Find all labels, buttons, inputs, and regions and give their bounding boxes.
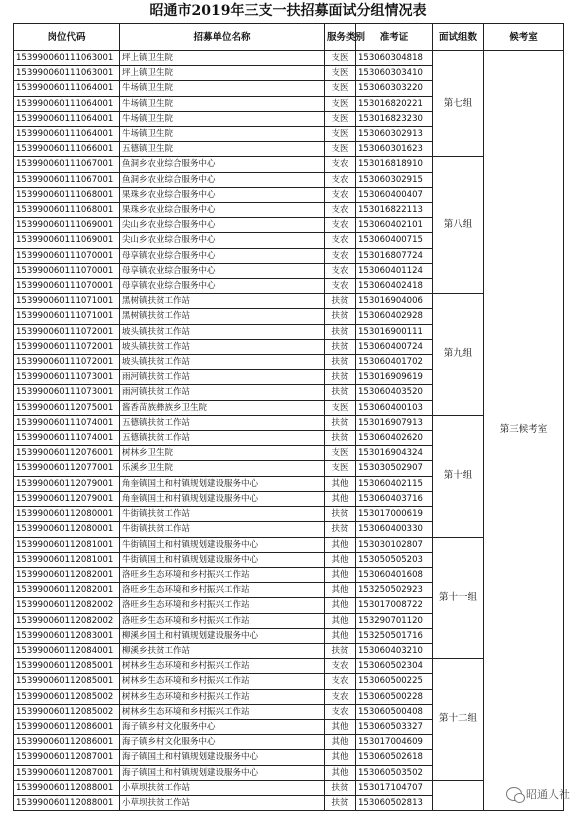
cell-ticket: 153060303220 <box>356 81 433 96</box>
cell-type: 扶贫 <box>325 507 356 522</box>
cell-ticket: 153060402928 <box>356 309 433 324</box>
cell-unit: 海子镇乡村文化服务中心 <box>120 735 325 750</box>
cell-unit: 树林乡生态环境和乡村振兴工作站 <box>120 689 325 704</box>
cell-type: 支医 <box>325 51 356 66</box>
cell-ticket: 153060400407 <box>356 187 433 202</box>
header-code: 岗位代码 <box>14 24 120 51</box>
cell-unit: 五德镇扶贫工作站 <box>120 415 325 430</box>
cell-unit: 柳溪乡国土和村镇规划建设服务中心 <box>120 628 325 643</box>
cell-code: 153990060112085002 <box>14 704 120 719</box>
cell-unit: 尖山乡农业综合服务中心 <box>120 218 325 233</box>
cell-ticket: 153017004609 <box>356 735 433 750</box>
cell-unit: 牛街镇国土和村镇规划建设服务中心 <box>120 552 325 567</box>
cell-type: 扶贫 <box>325 780 356 795</box>
cell-group: 第八组 <box>433 157 484 294</box>
page-title: 昭通市2019年三支一扶招募面试分组情况表 <box>149 3 427 19</box>
table-row <box>14 51 564 66</box>
cell-ticket: 153060400724 <box>356 339 433 354</box>
table-row <box>14 537 564 552</box>
cell-code: 153990060111063001 <box>14 66 120 81</box>
cell-group <box>433 780 484 810</box>
cell-type: 其他 <box>325 719 356 734</box>
cell-ticket: 153060500408 <box>356 704 433 719</box>
cell-code: 153990060111070001 <box>14 248 120 263</box>
cell-unit: 酱香苗族彝族乡卫生院 <box>120 400 325 415</box>
header-unit: 招募单位名称 <box>120 24 325 51</box>
cell-type: 支农 <box>325 233 356 248</box>
cell-code: 153990060112085002 <box>14 689 120 704</box>
cell-ticket: 153060400330 <box>356 522 433 537</box>
interview-group-table <box>13 23 564 811</box>
cell-ticket: 153060301623 <box>356 142 433 157</box>
cell-type: 其他 <box>325 765 356 780</box>
header-room: 候考室 <box>484 24 564 51</box>
cell-ticket: 153060402101 <box>356 218 433 233</box>
cell-ticket: 153060402418 <box>356 279 433 294</box>
cell-code: 153990060112086001 <box>14 735 120 750</box>
table-header-row <box>14 24 564 51</box>
cell-unit: 坡头镇扶贫工作站 <box>120 355 325 370</box>
cell-room: 第三候考室 <box>484 51 564 811</box>
cell-type: 支医 <box>325 400 356 415</box>
cell-type: 支农 <box>325 263 356 278</box>
cell-type: 支农 <box>325 704 356 719</box>
cell-group: 第九组 <box>433 294 484 416</box>
cell-unit: 坪上镇卫生院 <box>120 51 325 66</box>
cell-type: 支农 <box>325 674 356 689</box>
cell-ticket: 153060302915 <box>356 172 433 187</box>
cell-code: 153990060111073001 <box>14 370 120 385</box>
cell-type: 其他 <box>325 583 356 598</box>
cell-type: 其他 <box>325 476 356 491</box>
cell-ticket: 153017104707 <box>356 780 433 795</box>
cell-type: 其他 <box>325 613 356 628</box>
cell-code: 153990060112087001 <box>14 750 120 765</box>
cell-code: 153990060111071001 <box>14 294 120 309</box>
cell-group: 第七组 <box>433 51 484 157</box>
cell-code: 153990060111074001 <box>14 431 120 446</box>
cell-code: 153990060112082002 <box>14 598 120 613</box>
cell-unit: 尖山乡农业综合服务中心 <box>120 233 325 248</box>
cell-unit: 海子镇国土和村镇规划建设服务中心 <box>120 750 325 765</box>
cell-ticket: 153060401608 <box>356 567 433 582</box>
cell-code: 153990060111069001 <box>14 233 120 248</box>
cell-ticket: 153016820221 <box>356 96 433 111</box>
cell-ticket: 153016904324 <box>356 446 433 461</box>
cell-unit: 五德镇扶贫工作站 <box>120 431 325 446</box>
cell-unit: 洛旺乡生态环境和乡村振兴工作站 <box>120 598 325 613</box>
cell-type: 支农 <box>325 172 356 187</box>
cell-type: 支医 <box>325 461 356 476</box>
cell-ticket: 153250502923 <box>356 583 433 598</box>
cell-code: 153990060112079001 <box>14 491 120 506</box>
cell-unit: 牛场镇卫生院 <box>120 127 325 142</box>
cell-unit: 树林乡生态环境和乡村振兴工作站 <box>120 659 325 674</box>
cell-type: 支医 <box>325 111 356 126</box>
cell-type: 其他 <box>325 491 356 506</box>
cell-code: 153990060112088001 <box>14 795 120 810</box>
cell-ticket: 153016904006 <box>356 294 433 309</box>
cell-code: 153990060111067001 <box>14 157 120 172</box>
cell-code: 153990060111064001 <box>14 127 120 142</box>
cell-unit: 海子镇乡村文化服务中心 <box>120 719 325 734</box>
cell-ticket: 153060400103 <box>356 400 433 415</box>
cell-ticket: 153016818910 <box>356 157 433 172</box>
cell-code: 153990060111068001 <box>14 187 120 202</box>
cell-ticket: 153060503327 <box>356 719 433 734</box>
cell-type: 支医 <box>325 142 356 157</box>
cell-type: 支医 <box>325 96 356 111</box>
table-row <box>14 294 564 309</box>
cell-unit: 柳溪乡扶贫工作站 <box>120 643 325 658</box>
cell-unit: 母享镇农业综合服务中心 <box>120 279 325 294</box>
watermark-label: 昭通人社 <box>526 788 570 801</box>
cell-code: 153990060112088001 <box>14 780 120 795</box>
cell-unit: 洛旺乡生态环境和乡村振兴工作站 <box>120 613 325 628</box>
cell-type: 其他 <box>325 552 356 567</box>
cell-type: 扶贫 <box>325 339 356 354</box>
cell-ticket: 153016823230 <box>356 111 433 126</box>
cell-code: 153990060111067001 <box>14 172 120 187</box>
cell-ticket: 153060500225 <box>356 674 433 689</box>
cell-unit: 角奎镇国土和村镇规划建设服务中心 <box>120 476 325 491</box>
cell-code: 153990060112084001 <box>14 643 120 658</box>
cell-unit: 树林乡生态环境和乡村振兴工作站 <box>120 704 325 719</box>
cell-ticket: 153050505203 <box>356 552 433 567</box>
cell-type: 支农 <box>325 218 356 233</box>
cell-ticket: 153016900111 <box>356 324 433 339</box>
cell-type: 支医 <box>325 127 356 142</box>
cell-code: 153990060111064001 <box>14 96 120 111</box>
cell-unit: 小草坝扶贫工作站 <box>120 780 325 795</box>
wechat-icon <box>506 787 522 801</box>
cell-unit: 母享镇农业综合服务中心 <box>120 263 325 278</box>
cell-type: 扶贫 <box>325 294 356 309</box>
cell-type: 支农 <box>325 279 356 294</box>
cell-code: 153990060112085001 <box>14 659 120 674</box>
cell-code: 153990060111072001 <box>14 355 120 370</box>
cell-code: 153990060112083001 <box>14 628 120 643</box>
cell-type: 扶贫 <box>325 431 356 446</box>
cell-ticket: 153060402115 <box>356 476 433 491</box>
cell-type: 其他 <box>325 567 356 582</box>
cell-ticket: 153016807724 <box>356 248 433 263</box>
cell-type: 扶贫 <box>325 355 356 370</box>
cell-ticket: 153016822113 <box>356 203 433 218</box>
cell-unit: 坡头镇扶贫工作站 <box>120 324 325 339</box>
header-ticket: 准考证 <box>356 24 433 51</box>
cell-code: 153990060111068001 <box>14 203 120 218</box>
cell-ticket: 153017008722 <box>356 598 433 613</box>
cell-type: 支农 <box>325 203 356 218</box>
cell-ticket: 153016907913 <box>356 415 433 430</box>
table-row <box>14 780 564 795</box>
cell-unit: 牛街镇扶贫工作站 <box>120 507 325 522</box>
cell-ticket: 153060403520 <box>356 385 433 400</box>
cell-unit: 洛旺乡生态环境和乡村振兴工作站 <box>120 567 325 582</box>
cell-code: 153990060112081001 <box>14 552 120 567</box>
cell-unit: 五德镇卫生院 <box>120 142 325 157</box>
cell-unit: 鱼洞乡农业综合服务中心 <box>120 157 325 172</box>
cell-code: 153990060112075001 <box>14 400 120 415</box>
cell-code: 153990060112077001 <box>14 461 120 476</box>
cell-type: 扶贫 <box>325 522 356 537</box>
cell-ticket: 153030102807 <box>356 537 433 552</box>
cell-code: 153990060111072001 <box>14 324 120 339</box>
cell-code: 153990060111074001 <box>14 415 120 430</box>
cell-type: 其他 <box>325 750 356 765</box>
cell-group: 第十二组 <box>433 659 484 781</box>
cell-code: 153990060111070001 <box>14 263 120 278</box>
cell-type: 其他 <box>325 628 356 643</box>
cell-code: 153990060111073001 <box>14 385 120 400</box>
cell-ticket: 153060303410 <box>356 66 433 81</box>
cell-type: 其他 <box>325 537 356 552</box>
cell-unit: 牛场镇卫生院 <box>120 111 325 126</box>
cell-type: 支医 <box>325 81 356 96</box>
watermark <box>506 786 570 802</box>
cell-unit: 牛场镇卫生院 <box>120 81 325 96</box>
cell-ticket: 153060402620 <box>356 431 433 446</box>
cell-unit: 坪上镇卫生院 <box>120 66 325 81</box>
cell-unit: 乐溪乡卫生院 <box>120 461 325 476</box>
cell-type: 支农 <box>325 659 356 674</box>
cell-ticket: 153060500228 <box>356 689 433 704</box>
cell-unit: 牛街镇扶贫工作站 <box>120 522 325 537</box>
table-row <box>14 659 564 674</box>
cell-type: 支医 <box>325 446 356 461</box>
cell-type: 其他 <box>325 598 356 613</box>
cell-code: 153990060111064001 <box>14 81 120 96</box>
cell-type: 其他 <box>325 735 356 750</box>
cell-code: 153990060111069001 <box>14 218 120 233</box>
cell-ticket: 153290701120 <box>356 613 433 628</box>
cell-group: 第十组 <box>433 415 484 537</box>
cell-ticket: 153016909619 <box>356 370 433 385</box>
cell-code: 153990060112080001 <box>14 507 120 522</box>
cell-type: 扶贫 <box>325 415 356 430</box>
cell-type: 支农 <box>325 248 356 263</box>
cell-code: 153990060112076001 <box>14 446 120 461</box>
cell-unit: 雨河镇扶贫工作站 <box>120 385 325 400</box>
cell-ticket: 153060304818 <box>356 51 433 66</box>
cell-ticket: 153060403210 <box>356 643 433 658</box>
table-row <box>14 157 564 172</box>
header-group: 面试组数 <box>433 24 484 51</box>
cell-unit: 雨河镇扶贫工作站 <box>120 370 325 385</box>
cell-code: 153990060111072001 <box>14 339 120 354</box>
cell-code: 153990060112082001 <box>14 583 120 598</box>
cell-unit: 洛旺乡生态环境和乡村振兴工作站 <box>120 583 325 598</box>
cell-type: 扶贫 <box>325 643 356 658</box>
cell-unit: 树林乡生态环境和乡村振兴工作站 <box>120 674 325 689</box>
cell-unit: 坡头镇扶贫工作站 <box>120 339 325 354</box>
cell-group: 第十一组 <box>433 537 484 659</box>
cell-unit: 母享镇农业综合服务中心 <box>120 248 325 263</box>
header-type: 服务类别 <box>325 24 356 51</box>
cell-type: 支农 <box>325 689 356 704</box>
cell-unit: 牛街镇国土和村镇规划建设服务中心 <box>120 537 325 552</box>
cell-ticket: 153060502304 <box>356 659 433 674</box>
cell-unit: 果珠乡农业综合服务中心 <box>120 187 325 202</box>
cell-code: 153990060111066001 <box>14 142 120 157</box>
cell-ticket: 153017000619 <box>356 507 433 522</box>
cell-code: 153990060112082001 <box>14 567 120 582</box>
cell-ticket: 153060401702 <box>356 355 433 370</box>
cell-code: 153990060112079001 <box>14 476 120 491</box>
cell-type: 支农 <box>325 187 356 202</box>
cell-unit: 黑树镇扶贫工作站 <box>120 294 325 309</box>
cell-unit: 牛场镇卫生院 <box>120 96 325 111</box>
cell-code: 153990060112082002 <box>14 613 120 628</box>
cell-unit: 果珠乡农业综合服务中心 <box>120 203 325 218</box>
cell-code: 153990060111071001 <box>14 309 120 324</box>
cell-ticket: 153060503502 <box>356 765 433 780</box>
cell-ticket: 153060302913 <box>356 127 433 142</box>
cell-unit: 黑树镇扶贫工作站 <box>120 309 325 324</box>
cell-unit: 海子镇国土和村镇规划建设服务中心 <box>120 765 325 780</box>
cell-type: 支医 <box>325 66 356 81</box>
cell-code: 153990060112085001 <box>14 674 120 689</box>
cell-ticket: 153060403716 <box>356 491 433 506</box>
cell-ticket: 153030502907 <box>356 461 433 476</box>
cell-unit: 鱼洞乡农业综合服务中心 <box>120 172 325 187</box>
table-row <box>14 415 564 430</box>
table-body <box>14 51 564 811</box>
cell-ticket: 153060502813 <box>356 795 433 810</box>
cell-unit: 小草坝扶贫工作站 <box>120 795 325 810</box>
cell-unit: 树林乡卫生院 <box>120 446 325 461</box>
cell-code: 153990060111064001 <box>14 111 120 126</box>
cell-code: 153990060111070001 <box>14 279 120 294</box>
cell-type: 扶贫 <box>325 370 356 385</box>
cell-unit: 角奎镇国土和村镇规划建设服务中心 <box>120 491 325 506</box>
cell-code: 153990060112081001 <box>14 537 120 552</box>
cell-type: 扶贫 <box>325 795 356 810</box>
cell-ticket: 153060401124 <box>356 263 433 278</box>
cell-code: 153990060112087001 <box>14 765 120 780</box>
cell-ticket: 153060400715 <box>356 233 433 248</box>
cell-type: 扶贫 <box>325 309 356 324</box>
cell-ticket: 153250501716 <box>356 628 433 643</box>
cell-code: 153990060112080001 <box>14 522 120 537</box>
cell-ticket: 153060502618 <box>356 750 433 765</box>
cell-code: 153990060111063001 <box>14 51 120 66</box>
cell-type: 扶贫 <box>325 385 356 400</box>
cell-type: 扶贫 <box>325 324 356 339</box>
cell-code: 153990060112086001 <box>14 719 120 734</box>
cell-type: 支农 <box>325 157 356 172</box>
